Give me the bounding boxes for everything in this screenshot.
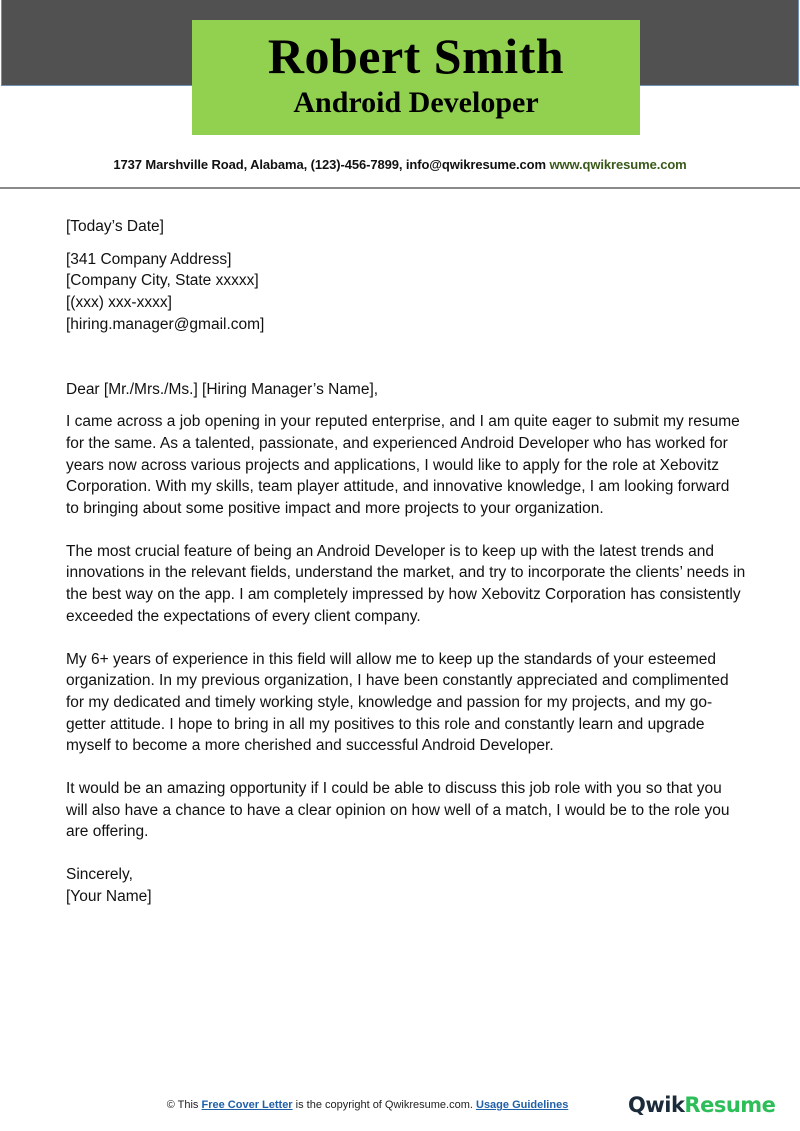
- logo-qwik: Qwik: [628, 1093, 685, 1117]
- job-title: Android Developer: [293, 86, 539, 119]
- recipient-line: [hiring.manager@gmail.com]: [66, 315, 265, 333]
- closing: Sincerely,: [66, 866, 133, 884]
- candidate-name: Robert Smith: [267, 28, 565, 84]
- recipient-address: [66, 249, 746, 336]
- letter-date: [Today’s Date]: [66, 218, 164, 235]
- recipient-line: [Company City, State xxxxx]: [66, 272, 259, 290]
- header-divider: [0, 187, 800, 189]
- footer-middle: is the copyright of Qwikresume.com.: [292, 1099, 476, 1111]
- contact-details: 1737 Marshville Road, Alabama, (123)-456-7899, info@qwikresume.com: [113, 157, 546, 172]
- recipient-line: [(xxx) xxx-xxxx]: [66, 294, 172, 312]
- copyright-footer: [0, 1099, 735, 1111]
- recipient-line: [341 Company Address]: [66, 250, 232, 268]
- logo-resume: Resume: [684, 1093, 776, 1117]
- contact-line: [0, 157, 800, 172]
- free-cover-letter-link[interactable]: Free Cover Letter: [201, 1099, 293, 1111]
- paragraph: The most crucial feature of being an Android Developer is to keep up with the latest trends and innovations in the relevant fields, understand the market, and try to incorporate the clients’ needs in the best way on the app. I am completely impressed by how Xebovitz Corporation has consistently exceeded the expectations of every client company.: [66, 542, 746, 625]
- website-link[interactable]: www.qwikresume.com: [549, 157, 687, 172]
- qwikresume-logo[interactable]: [628, 1093, 775, 1117]
- paragraph: My 6+ years of experience in this field will allow me to keep up the standards of your esteemed organization. In my previous organization, I have been constantly appreciated and complimented for my dedicated and timely working style, knowledge and passion for my projects, and my go-getter attitude. I hope to bring in all my positives to this role and constantly learn and upgrade myself to become a more cherished and successful Android Developer.: [66, 650, 729, 755]
- letter-body: [66, 216, 746, 908]
- salutation: Dear [Mr./Mrs./Ms.] [Hiring Manager’s Name],: [66, 380, 379, 398]
- paragraph: I came across a job opening in your reputed enterprise, and I am quite eager to submit my resume for the same. As a talented, passionate, and experienced Android Developer who has worked for years now across various projects and applications, I would like to apply for the role at Xebovitz Corporation. With my skills, team player attitude, and innovative knowledge, I am looking forward to bringing about some positive impact and more projects to your organization.: [66, 413, 740, 518]
- paragraph: It would be an amazing opportunity if I could be able to discuss this job role with you so that you will also have a chance to have a clear opinion on how well of a match, I would be to the role you are offering.: [66, 780, 730, 841]
- usage-guidelines-link[interactable]: Usage Guidelines: [476, 1099, 569, 1111]
- signature: [Your Name]: [66, 887, 152, 905]
- footer-prefix: © This: [166, 1099, 202, 1111]
- name-box: [192, 20, 640, 135]
